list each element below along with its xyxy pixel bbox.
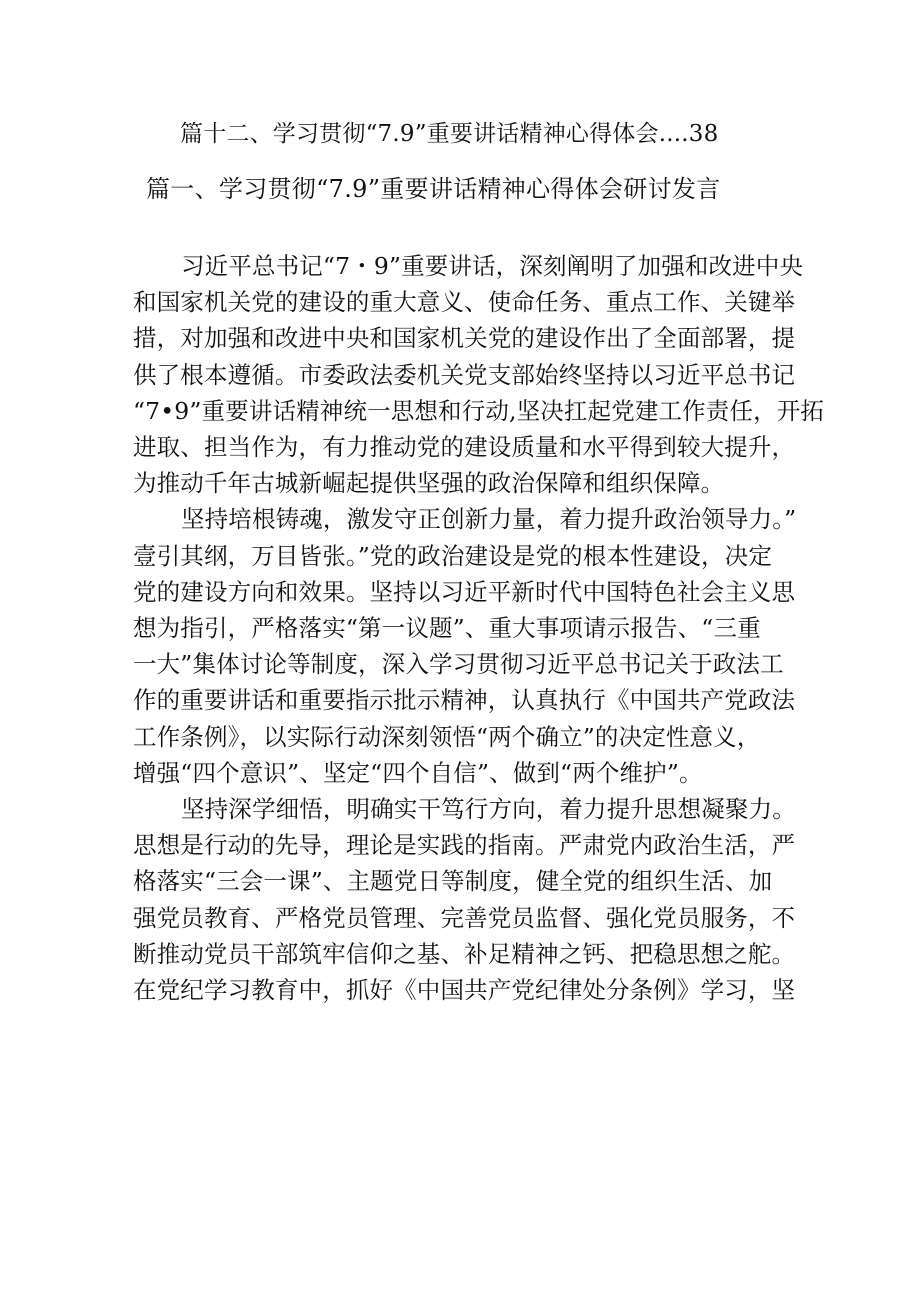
toc-entry-12: 篇十二、学习贯彻“7.9”重要讲话精神心得体会....38: [180, 121, 719, 147]
paragraph-1-line: 习近平总书记“7・9”重要讲话，深刻阐明了加强和改进中央: [181, 252, 804, 280]
paragraph-3-line: 思想是行动的先导，理论是实践的指南。严肃党内政治生活，严: [133, 831, 796, 860]
paragraph-1-line: 为推动千年古城新崛起提供坚强的政治保障和组织保障。: [133, 469, 725, 498]
paragraph-3-line: 强党员教育、严格党员管理、完善党员监督、强化党员服务，不: [133, 903, 796, 932]
paragraph-1-line: 进取、担当作为，有力推动党的建设质量和水平得到较大提升，: [133, 433, 796, 462]
paragraph-2-line: 壹引其纲，万目皆张。”党的政治建设是党的根本性建设，决定: [133, 541, 772, 570]
paragraph-3-line: 在党纪学习教育中，抓好《中国共产党纪律处分条例》学习，坚: [133, 976, 796, 1005]
paragraph-2-line: 一大”集体讨论等制度，深入学习贯彻习近平总书记关于政法工: [133, 650, 784, 679]
document-body: [133, 248, 825, 1008]
paragraph-2-line: 党的建设方向和效果。坚持以习近平新时代中国特色社会主义思: [133, 577, 796, 606]
paragraph-2-line: 工作条例》，以实际行动深刻领悟“两个确立”的决定性意义，: [133, 722, 761, 751]
paragraph-2-line: 坚持培根铸魂，激发守正创新力量，着力提升政治领导力。”: [181, 505, 797, 534]
paragraph-2-line: 想为指引，严格落实“第一议题”、重大事项请示报告、“三重: [133, 614, 761, 643]
paragraph-1-line: 供了根本遵循。市委政法委机关党支部始终坚持以习近平总书记: [133, 360, 796, 389]
document-title: 篇一、学习贯彻“7.9”重要讲话精神心得体会研讨发言: [146, 175, 721, 203]
paragraph-3-line: 格落实“三会一课”、主题党日等制度，健全党的组织生活、加: [133, 867, 773, 896]
paragraph-3-line: 断推动党员干部筑牢信仰之基、补足精神之钙、把稳思想之舵。: [133, 939, 796, 968]
paragraph-1-line: 和国家机关党的建设的重大意义、使命任务、重点工作、关键举: [133, 288, 796, 317]
paragraph-1-line: “7•9”重要讲话精神统一思想和行动,坚决扛起党建工作责任，开拓: [133, 396, 825, 425]
paragraph-1-line: 措，对加强和改进中央和国家机关党的建设作出了全面部署，提: [133, 324, 796, 353]
paragraph-2-line: 增强“四个意识”、坚定“四个自信”、做到“两个维护”。: [133, 758, 703, 787]
paragraph-2-line: 作的重要讲话和重要指示批示精神，认真执行《中国共产党政法: [133, 686, 796, 715]
paragraph-3-line: 坚持深学细悟，明确实干笃行方向，着力提升思想凝聚力。: [181, 795, 796, 824]
